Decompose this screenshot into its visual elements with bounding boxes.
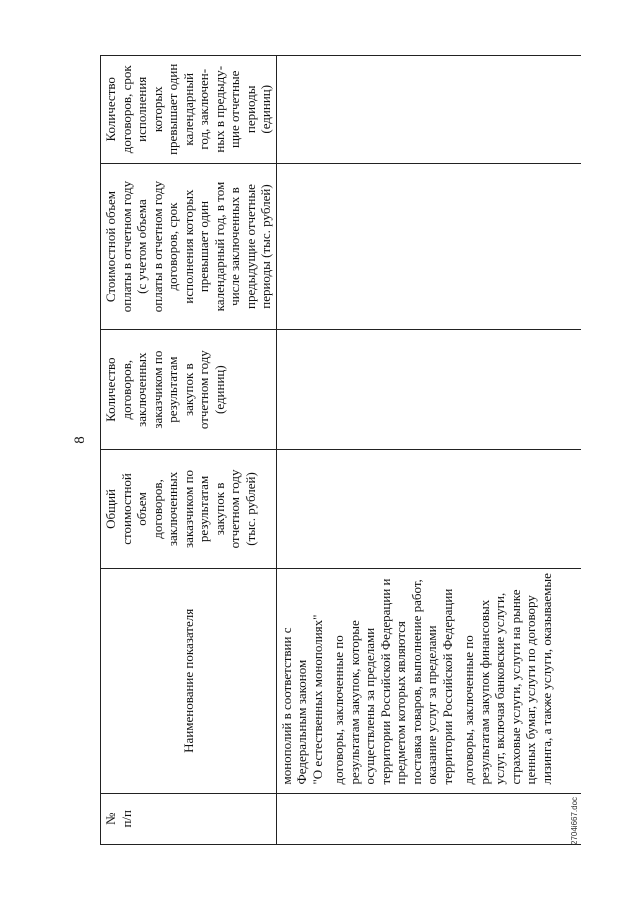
desc-p3-l3: услуг, включая банковские услуги,	[492, 592, 507, 785]
desc-p3-l2: результатам закупок финансовых	[476, 599, 492, 785]
desc-p3-l4: страховые услуги, услуги на рынке	[507, 589, 523, 785]
body-payment-value-cell	[276, 163, 581, 330]
page-number: 8	[72, 436, 88, 444]
header-payment-value: Стоимостной объем оплаты в отчетном году (с учетом объема оплаты в отчетном году договоров, срок исполнения которых превышает один календарный год, в том числе заключенных в предыдущие отчетные периоды (тыс. рублей)	[101, 163, 277, 330]
footer-file-id: 2704i667.doc	[570, 796, 579, 845]
desc-p2-l3: осуществлены за пределами	[362, 627, 377, 785]
indicator-table	[100, 55, 581, 845]
body-number-cell	[276, 793, 581, 844]
desc-p2-l2: результатам закупок, которые	[346, 620, 362, 785]
desc-p2-l4: территории Российской Федерации и	[377, 578, 393, 785]
desc-p1-l2: Федеральным законом	[294, 659, 309, 785]
desc-p2-l1: договоры, заключенные по	[331, 635, 346, 785]
desc-p2-l8: территории Российской Федерации	[439, 588, 455, 785]
body-description-cell	[276, 569, 581, 793]
table-body-row	[276, 56, 581, 845]
desc-p2-l5: предметом которых являются	[393, 621, 408, 785]
header-number: № п/п	[101, 793, 277, 844]
desc-p1-l1: монополий в соответствии с	[278, 627, 294, 785]
header-indicator-name: Наименование показателя	[101, 569, 277, 793]
table-header-row	[101, 56, 277, 845]
body-contract-count-cell	[276, 330, 581, 449]
desc-p2-l7: оказание услуг за пределами	[424, 625, 439, 785]
desc-p3-l5: ценных бумаг, услуги по договору	[523, 595, 538, 785]
desc-p3-l1: договоры, заключенные по	[461, 635, 476, 785]
header-multiyear-count: Количество договоров, срок исполнения которых превышает один календарный год, заключен- ных в предыду- щие отчетные периоды (единиц)	[101, 56, 277, 164]
header-total-value: Общий стоимостной объем договоров, заключенных заказчиком по результатам закупок в отчетном году (тыс. рублей)	[101, 449, 277, 568]
body-multiyear-count-cell	[276, 56, 581, 164]
desc-p2-l6: поставка товаров, выполнение работ,	[408, 579, 424, 785]
header-contract-count: Количество договоров, заключенных заказчиком по результатам закупок в отчетном году (единиц)	[101, 330, 277, 449]
desc-p3-l6: лизинга, а также услуги, оказываемые	[538, 573, 554, 785]
document-sheet	[70, 55, 600, 845]
desc-p1-l3: "О естественных монополиях"	[309, 614, 325, 785]
body-total-value-cell	[276, 449, 581, 568]
